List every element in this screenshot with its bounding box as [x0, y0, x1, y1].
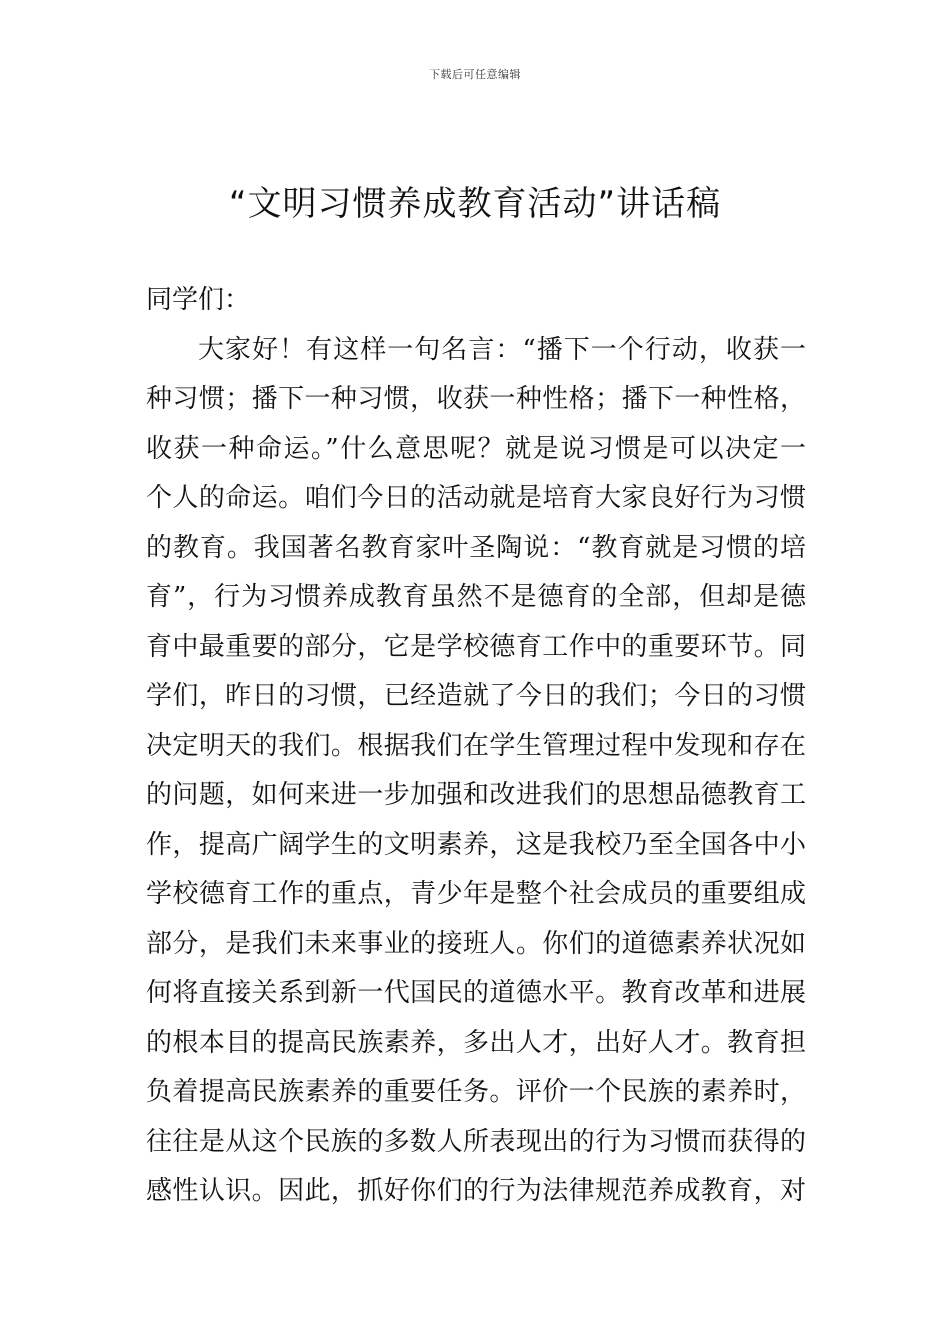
paragraph-line: 作，提高广阔学生的文明素养，这是我校乃至全国各中小 — [146, 829, 806, 860]
paragraph-line: 何将直接关系到新一代国民的道德水平。教育改革和进展 — [146, 978, 806, 1008]
paragraph-line: 大家好！有这样一句名言：“播下一个行动，收获一 — [198, 334, 806, 365]
paragraph-line: 的教育。我国著名教育家叶圣陶说：“教育就是习惯的培 — [146, 532, 806, 563]
document-body — [146, 280, 806, 1221]
paragraph-line: 决定明天的我们。根据我们在学生管理过程中发现和存在 — [146, 730, 806, 761]
paragraph-line: 往往是从这个民族的多数人所表现出的行为习惯而获得的 — [146, 1126, 806, 1157]
paragraph-line: 感性认识。因此，抓好你们的行为法律规范养成教育，对 — [146, 1176, 806, 1206]
salutation: 同学们： — [146, 285, 251, 315]
paragraph-line: 个人的命运。咱们今日的活动就是培育大家良好行为习惯 — [146, 483, 806, 513]
page-title: “文明习惯养成教育活动”讲话稿 — [228, 184, 722, 224]
paragraph-line: 负着提高民族素养的重要任务。评价一个民族的素养时， — [146, 1077, 806, 1107]
header-note: 下载后可任意编辑 — [429, 68, 521, 81]
paragraph-line: 育中最重要的部分，它是学校德育工作中的重要环节。同 — [146, 631, 806, 662]
paragraph-line: 部分，是我们未来事业的接班人。你们的道德素养状况如 — [146, 928, 806, 959]
paragraph-line: 的问题，如何来进一步加强和改进我们的思想品德教育工 — [146, 780, 806, 810]
paragraph-line: 的根本目的提高民族素养，多出人才，出好人才。教育担 — [146, 1027, 806, 1058]
paragraph-line: 种习惯；播下一种习惯，收获一种性格；播下一种性格， — [146, 384, 806, 414]
paragraph-line: 育”，行为习惯养成教育虽然不是德育的全部，但却是德 — [146, 582, 806, 612]
paragraph-line: 学们，昨日的习惯，已经造就了今日的我们；今日的习惯 — [146, 681, 806, 711]
paragraph-line: 学校德育工作的重点，青少年是整个社会成员的重要组成 — [146, 879, 806, 909]
paragraph-line: 收获一种命运。”什么意思呢？就是说习惯是可以决定一 — [146, 433, 806, 464]
